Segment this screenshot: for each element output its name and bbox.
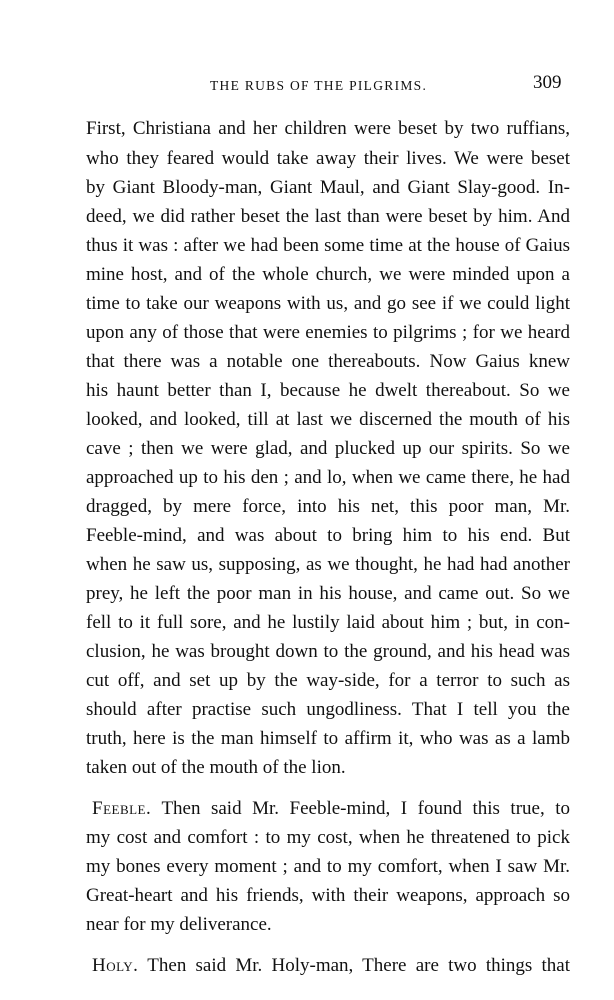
text-line: cave ; then we were glad, and plucked up our spirits. So we <box>86 438 570 459</box>
text-line: Feeble-mind, and was about to bring him to his end. But <box>86 525 570 546</box>
speaker-label: Holy. <box>92 955 139 976</box>
text-line: should after practise such ungodliness. That I tell you the <box>86 699 570 720</box>
text-line: prey, he left the poor man in his house, and came out. So we <box>86 583 570 604</box>
text-line: clusion, he was brought down to the ground, and his head was <box>86 641 570 662</box>
text-line: when he saw us, supposing, as we thought, he had had another <box>86 554 570 575</box>
text-line: my bones every moment ; and to my comfort, when I saw Mr. <box>86 856 570 877</box>
text-line: looked, and looked, till at last we discerned the mouth of his <box>86 409 570 430</box>
text-line: mine host, and of the whole church, we were minded upon a <box>86 264 570 285</box>
text-line: approached up to his den ; and lo, when we came there, he had <box>86 467 570 488</box>
text-line: dragged, by mere force, into his net, this poor man, Mr. <box>86 496 570 517</box>
text-line: upon any of those that were enemies to pilgrims ; for we heard <box>86 322 570 343</box>
speaker-label: Feeble. <box>92 798 152 819</box>
text-line: his haunt better than I, because he dwelt thereabout. So we <box>86 380 570 401</box>
text-line: thus it was : after we had been some time at the house of Gaius <box>86 235 570 256</box>
text-line: cut off, and set up by the way-side, for a terror to such as <box>86 670 570 691</box>
text-line: my cost and comfort : to my cost, when he threatened to pick <box>86 827 570 848</box>
page-number: 309 <box>533 72 562 93</box>
text-line: time to take our weapons with us, and go see if we could light <box>86 293 570 314</box>
text-line: fell to it full sore, and he lustily laid about him ; but, in con- <box>86 612 570 633</box>
text-line: deed, we did rather beset the last than were beset by him. And <box>86 206 570 227</box>
text-line: First, Christiana and her children were beset by two ruffians, <box>86 118 570 139</box>
text-line: taken out of the mouth of the lion. <box>86 757 346 778</box>
text-line: who they feared would take away their lives. We were beset <box>86 148 570 169</box>
text-line: by Giant Bloody-man, Giant Maul, and Giant Slay-good. In- <box>86 177 570 198</box>
text-line: truth, here is the man himself to affirm it, who was as a lamb <box>86 728 570 749</box>
speech-text: Then said Mr. Feeble-mind, I found this true, to <box>161 798 570 819</box>
text-line: near for my deliverance. <box>86 914 272 935</box>
text-line <box>92 797 570 827</box>
text-line: that there was a notable one thereabouts. Now Gaius knew <box>86 351 570 372</box>
running-head <box>0 72 614 100</box>
text-line: Great-heart and his friends, with their weapons, approach so <box>86 885 570 906</box>
text-line <box>92 954 570 984</box>
speech-text: Then said Mr. Holy-man, There are two things that <box>147 955 570 976</box>
running-title: THE RUBS OF THE PILGRIMS. <box>210 78 428 93</box>
